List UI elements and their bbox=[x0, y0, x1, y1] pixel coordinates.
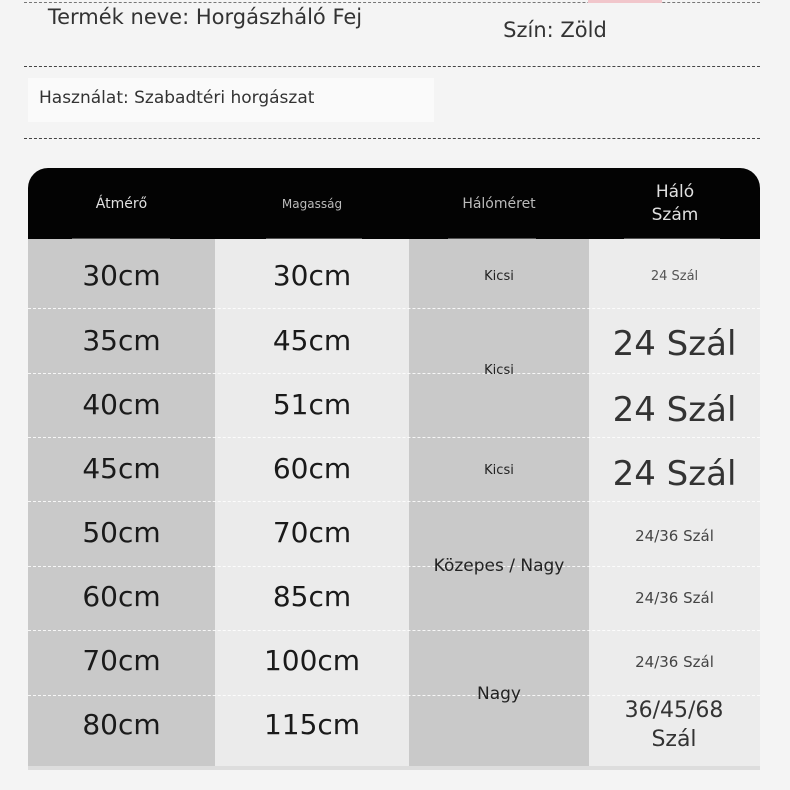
height-cell: 85cm bbox=[272, 579, 352, 613]
strand-count-cell: 24 Szál bbox=[612, 390, 737, 430]
height-cell: 45cm bbox=[272, 323, 352, 357]
strand-count-cell: 24 Szál bbox=[650, 268, 699, 284]
diameter-cell: 60cm bbox=[82, 579, 161, 613]
diameter-cell: 50cm bbox=[82, 515, 161, 549]
table-header bbox=[28, 168, 760, 239]
header-mesh-size: Hálóméret bbox=[462, 195, 536, 212]
mesh-size-cell: Kicsi bbox=[484, 362, 514, 378]
mesh-size-cell: Nagy bbox=[477, 684, 521, 704]
usage-label: Használat: Szabadtéri horgászat bbox=[39, 88, 315, 108]
strand-count-cell: 24 Szál bbox=[612, 454, 737, 494]
accent-mark bbox=[588, 0, 662, 3]
diameter-cell: 35cm bbox=[82, 323, 161, 357]
header-height: Magasság bbox=[281, 196, 343, 211]
height-cell: 70cm bbox=[272, 515, 352, 549]
header-strand-count: Háló Szám bbox=[651, 181, 699, 225]
mesh-size-cell: Kicsi bbox=[484, 268, 514, 284]
diameter-cell: 45cm bbox=[82, 451, 161, 485]
header-diameter: Átmérő bbox=[95, 195, 148, 212]
height-cell: 100cm bbox=[263, 643, 361, 677]
diameter-cell: 80cm bbox=[82, 707, 161, 741]
diameter-cell: 40cm bbox=[82, 387, 161, 421]
strand-count-cell: 24 Szál bbox=[612, 324, 737, 364]
strand-count-cell: 24/36 Szál bbox=[635, 589, 714, 607]
divider bbox=[24, 66, 760, 67]
strand-count-cell: 36/45/68 Szál bbox=[624, 698, 724, 752]
product-color-label: Szín: Zöld bbox=[503, 18, 607, 42]
diameter-cell: 30cm bbox=[82, 258, 161, 292]
strand-count-cell: 24/36 Szál bbox=[635, 653, 714, 671]
table-bottom-edge bbox=[28, 766, 760, 770]
strand-count-cell: 24/36 Szál bbox=[635, 527, 714, 545]
size-table bbox=[28, 168, 760, 768]
mesh-size-cell: Kicsi bbox=[484, 462, 514, 478]
product-name-label: Termék neve: Horgászháló Fej bbox=[47, 5, 363, 29]
diameter-cell: 70cm bbox=[82, 643, 161, 677]
height-cell: 30cm bbox=[272, 258, 352, 292]
height-cell: 115cm bbox=[263, 707, 361, 741]
height-cell: 60cm bbox=[272, 451, 352, 485]
height-cell: 51cm bbox=[272, 387, 352, 421]
mesh-size-cell: Közepes / Nagy bbox=[433, 556, 565, 576]
divider bbox=[24, 138, 760, 139]
